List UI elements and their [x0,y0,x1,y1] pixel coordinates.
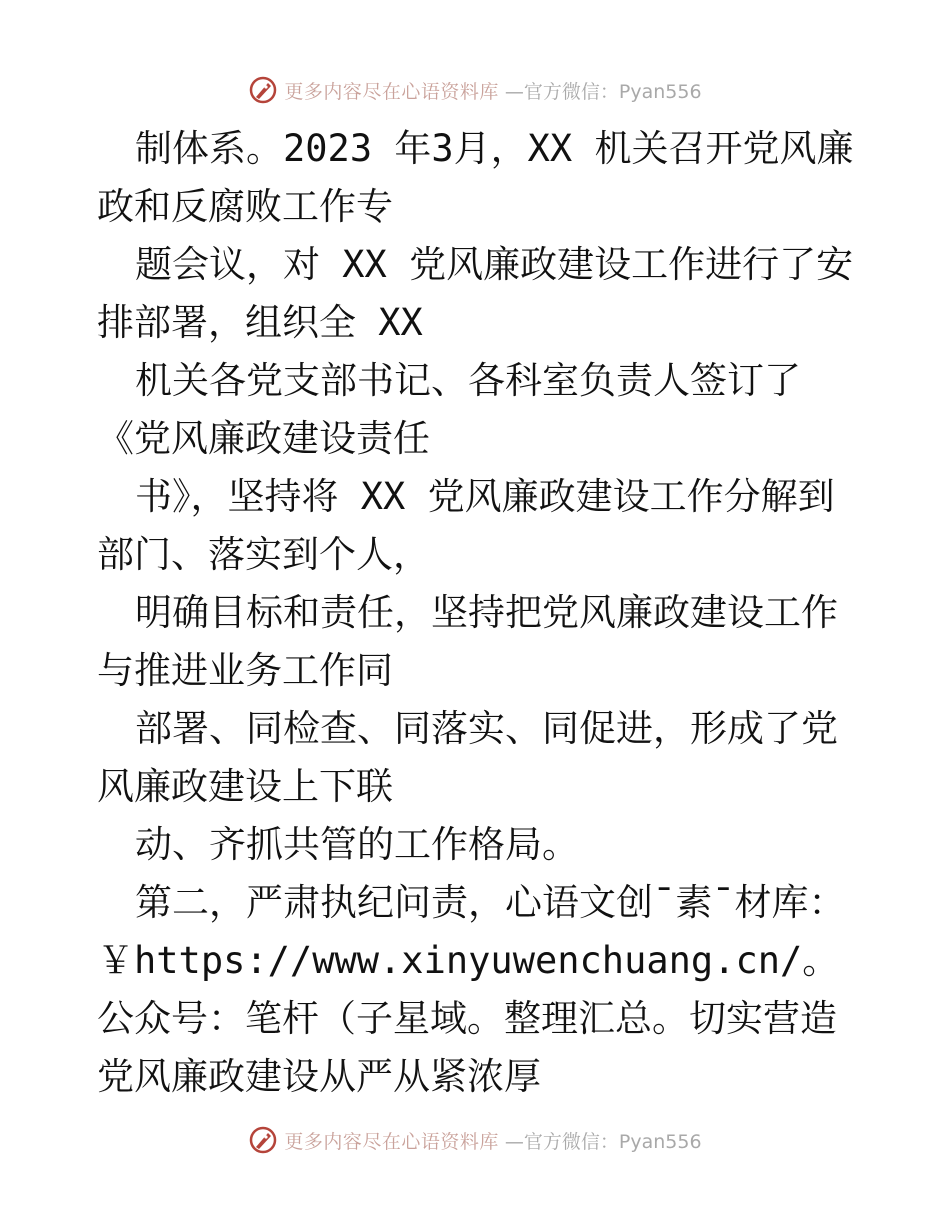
paragraph-5: 明确目标和责任，坚持把党风廉政建设工作与推进业务工作同 [97,591,838,692]
paragraph-8: 第二，严肃执纪问责，心语文创¯素¯材库：￥https://www.xinyuwenchuang.cn/。公众号：笔杆（子星域。整理汇总。切实营造党风廉政建设从严从紧浓厚 [97,881,846,1098]
banner-wechat-text: —官方微信：Pyan556 [504,80,702,103]
paragraph-1: 制体系。2023 年3月，XX 机关召开党风廉政和反腐败工作专 [97,127,854,228]
paragraph-2: 题会议，对 XX 党风廉政建设工作进行了安排部署，组织全 XX [97,243,854,344]
pen-nib-logo-icon [248,75,278,105]
paragraph-4: 书》，坚持将 XX 党风廉政建设工作分解到部门、落实到个人， [97,475,835,576]
pen-nib-logo-icon [248,1125,278,1155]
paragraph-7: 动、齐抓共管的工作格局。 [135,823,579,866]
paragraph-3: 机关各党支部书记、各科室负责人签订了《党风廉政建设责任 [97,359,801,460]
document-body [97,120,857,1106]
banner-title-text: 更多内容尽在心语资料库 [284,1130,499,1153]
header-watermark-banner [0,70,950,110]
banner-wechat-text: —官方微信：Pyan556 [504,1130,702,1153]
banner-title-text: 更多内容尽在心语资料库 [284,80,499,103]
footer-watermark-banner [0,1120,950,1160]
paragraph-6: 部署、同检查、同落实、同促进，形成了党风廉政建设上下联 [97,707,838,808]
